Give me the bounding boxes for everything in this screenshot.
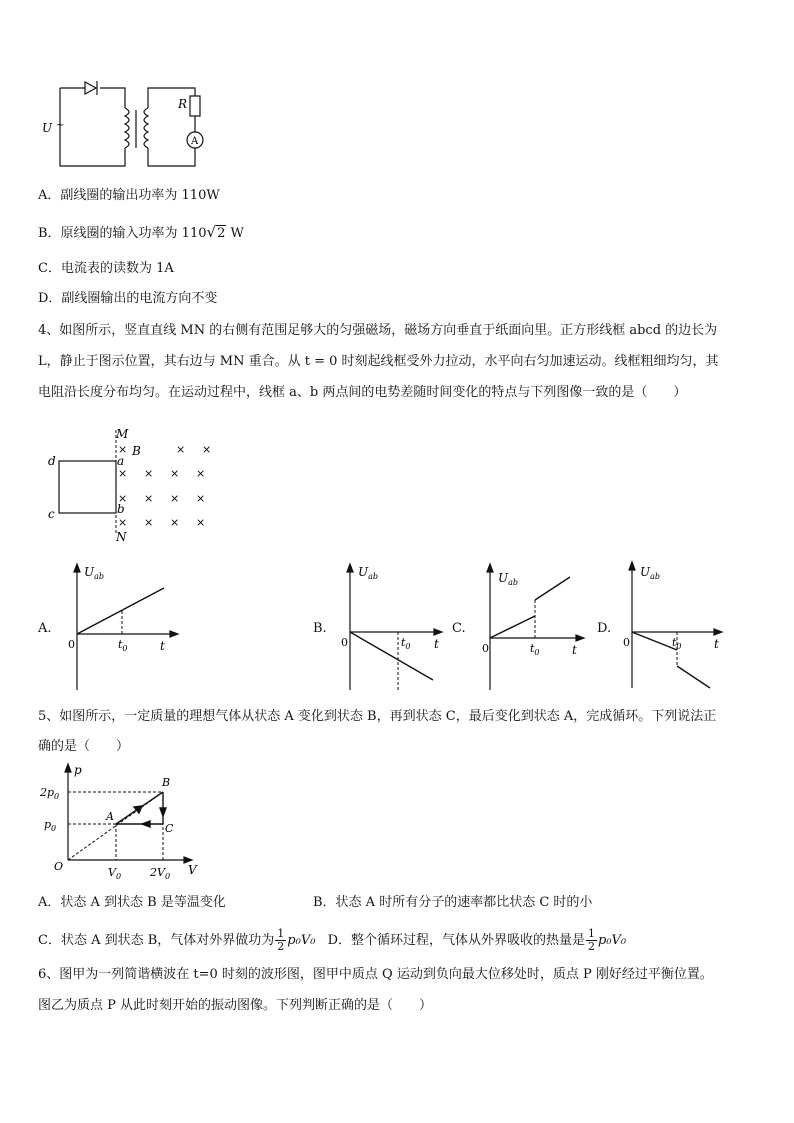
pv-origin: O [54, 860, 64, 873]
svg-text:2V0: $2V_0$ [150, 866, 171, 881]
field-cross: × [144, 516, 154, 529]
q5-option-c: C．状态 A 到状态 B，气体对外界做功为 $\frac{1}{2}$ p₀V₀ D．整个循环过程，气体从外界吸收的热量是 $\frac{1}{2}$ p₀V₀ [38, 927, 627, 953]
svg-text:Uab: $U_{ab}$ [498, 571, 519, 587]
q3-option-a: A．副线圈的输出功率为 110W [38, 188, 220, 203]
field-cross: × [170, 492, 180, 505]
label-a: a [117, 454, 125, 468]
field-cross: × [118, 467, 128, 480]
circuit-u-label: U [42, 121, 53, 135]
q5-option-c-text: C．状态 A 到状态 B，气体对外界做功为 [38, 933, 275, 948]
q4-graph-b [338, 560, 453, 695]
q3-option-b-unit: W [226, 226, 244, 241]
q4-graph-d-label: D. [597, 621, 612, 636]
q5-stem-line1: 5、如图所示，一定质量的理想气体从状态 A 变化到状态 B，再到状态 C，最后变化到状态 A，完成循环。下列说法正 [38, 709, 717, 724]
svg-text:t: t [714, 637, 719, 651]
graph-a-y-label: U [84, 565, 95, 579]
q5-pv-diagram [38, 760, 208, 885]
label-b: b [117, 502, 125, 516]
q4-graph-a-label: A. [38, 621, 52, 636]
ammeter-label: A [191, 136, 199, 147]
label-c: c [48, 507, 55, 521]
q5-stem-line2: 确的是（ ） [38, 739, 130, 754]
field-cross: × [118, 443, 128, 456]
svg-text:t: t [572, 643, 577, 657]
pv-p-axis: p [74, 763, 82, 777]
q4-magnetic-field-figure [44, 425, 224, 545]
q4-graph-b-label: B. [313, 621, 327, 636]
svg-text:t0: $t_0$ [672, 636, 682, 651]
svg-text:0: 0 [623, 636, 630, 649]
graph-a-x-label: t [160, 639, 165, 653]
q3-option-b-text: B．原线圈的输入功率为 110 [38, 226, 207, 241]
pv-point-c: C [165, 822, 174, 835]
q3-option-b: B．原线圈的输入功率为 110√2 W [38, 223, 244, 241]
q4-graph-a [62, 560, 192, 695]
field-cross: × [144, 492, 154, 505]
field-cross: × [170, 467, 180, 480]
svg-text:Uab: $U_{ab}$ [640, 565, 661, 581]
q5-option-d-text: D．整个循环过程，气体从外界吸收的热量是 [327, 933, 586, 948]
circuit-r-label: R [178, 97, 188, 111]
q4-graph-c-label: C. [452, 621, 466, 636]
svg-text:p0: $p_0$ [44, 818, 57, 833]
q4-stem-line1: 4、如图所示，竖直直线 MN 的右侧有范围足够大的匀强磁场，磁场方向垂直于纸面向里。正方形线框 abcd 的边长为 [38, 323, 718, 338]
field-cross: × [176, 443, 186, 456]
graph-a-origin: 0 [68, 638, 75, 651]
svg-text:t: t [434, 637, 439, 651]
svg-text:0: 0 [341, 636, 348, 649]
label-field-b: B [132, 444, 141, 458]
field-cross: × [202, 443, 212, 456]
field-cross: × [196, 516, 206, 529]
q3-option-b-root: 2 [217, 226, 226, 241]
svg-text:Uab: $U_{ab}$ [358, 565, 379, 581]
label-m: M [116, 427, 129, 441]
q4-graph-c [478, 560, 598, 695]
field-cross: × [170, 516, 180, 529]
q6-stem-line2: 图乙为质点 P 从此时刻开始的振动图像。下列判断正确的是（ ） [38, 998, 433, 1013]
q4-graph-d [620, 558, 730, 693]
q6-stem-line1: 6、图甲为一列简谐横波在 t=0 时刻的波形图，图甲中质点 Q 运动到负向最大位移处时，质点 P 刚好经过平衡位置。 [38, 967, 713, 982]
svg-text:0: 0 [482, 642, 489, 655]
q5-option-b: B．状态 A 时所有分子的速率都比状态 C 时的小 [313, 895, 593, 910]
field-cross: × [196, 467, 206, 480]
field-cross: × [118, 516, 128, 529]
svg-text:t0: $t_0$ [118, 638, 128, 653]
pv-v-axis: V [188, 863, 197, 877]
pv-point-b: B [162, 776, 171, 789]
svg-text:t0: $t_0$ [530, 642, 540, 657]
q4-stem-line2: L，静止于图示位置，其右边与 MN 重合。从 t = 0 时刻起线框受外力拉动，水平向右匀加速运动。线框粗细均匀，其 [38, 354, 719, 369]
svg-text:V0: $V_0$ [108, 866, 122, 881]
q3-option-d: D．副线圈输出的电流方向不变 [38, 291, 218, 306]
svg-text:Uab: $U_{ab}$ [84, 565, 105, 581]
svg-text:2p0: $2p_0$ [40, 786, 60, 801]
label-d: d [48, 454, 56, 468]
pv-point-a: A [106, 810, 114, 823]
field-cross: × [196, 492, 206, 505]
label-n: N [116, 530, 127, 544]
transformer-circuit-figure [40, 78, 220, 173]
q5-option-a: A．状态 A 到状态 B 是等温变化 [38, 895, 226, 910]
svg-text:t0: $t_0$ [401, 636, 411, 651]
q3-option-c: C．电流表的读数为 1A [38, 261, 174, 276]
field-cross: × [144, 467, 154, 480]
field-cross: × [118, 492, 128, 505]
svg-text:~: ~ [56, 120, 65, 131]
q4-stem-line3: 电阻沿长度分布均匀。在运动过程中，线框 a、b 两点间的电势差随时间变化的特点与下列图像一致的是（ ） [38, 385, 687, 400]
